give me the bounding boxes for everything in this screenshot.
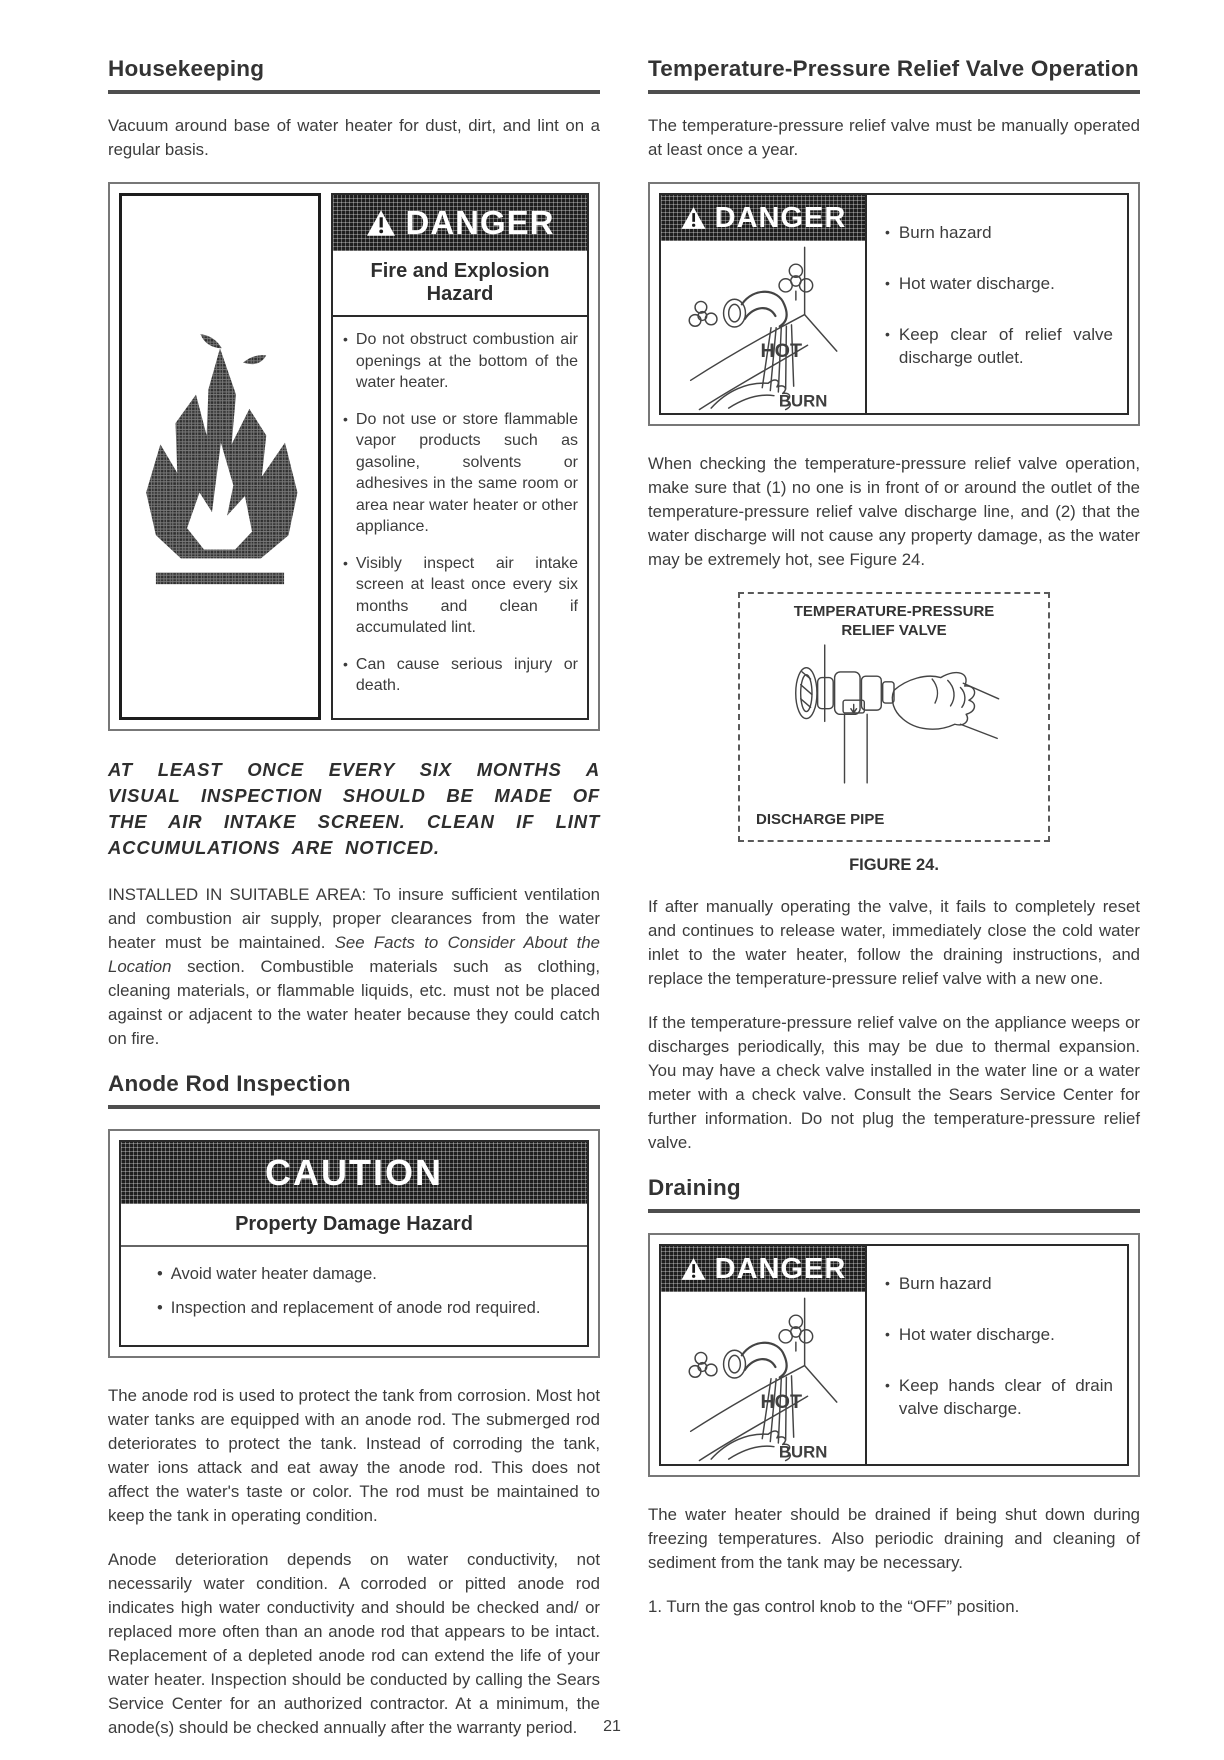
bullet-dot: • bbox=[885, 1326, 890, 1342]
tpr-danger-left bbox=[661, 195, 867, 413]
fire-danger-content bbox=[331, 193, 589, 720]
hot-water-burn-illustration bbox=[661, 1292, 865, 1464]
bullet-text: Hot water discharge. bbox=[898, 274, 1055, 293]
caution-header bbox=[121, 1142, 587, 1204]
figure-label-top-2: RELIEF VALVE bbox=[841, 622, 947, 639]
figure-caption: FIGURE 24. bbox=[849, 856, 939, 874]
draining-paragraph-1: The water heater should be drained if being shut down during freezing temperatures. Also periodic draining and cleaning of sediment from the tank may be necessary. bbox=[648, 1505, 1140, 1572]
bullet-dot: • bbox=[343, 331, 348, 347]
hot-label: HOT bbox=[760, 339, 803, 362]
bullet-text: Avoid water heater damage. bbox=[170, 1264, 377, 1283]
bullet-item bbox=[157, 1263, 577, 1285]
bullet-dot: • bbox=[885, 326, 890, 342]
bullet-dot: • bbox=[885, 1275, 890, 1291]
bullet-text: Burn hazard bbox=[898, 223, 992, 242]
bullet-text: Hot water discharge. bbox=[898, 1325, 1055, 1344]
caution-header-label: CAUTION bbox=[265, 1151, 443, 1193]
hot-label: HOT bbox=[760, 1390, 803, 1413]
tpr-danger-box bbox=[648, 182, 1140, 426]
danger-header-label: DANGER bbox=[405, 204, 555, 241]
bullet-text: Burn hazard bbox=[898, 1274, 992, 1293]
bullet-item bbox=[885, 221, 1113, 244]
warning-triangle-icon bbox=[365, 209, 397, 237]
figure-24 bbox=[738, 592, 1050, 875]
relief-valve-illustration bbox=[746, 638, 1042, 790]
left-column bbox=[108, 56, 600, 1760]
hazard-title: Fire and Explosion Hazard bbox=[333, 251, 587, 317]
bullet-item bbox=[885, 1272, 1113, 1295]
burn-label: BURN bbox=[778, 391, 828, 411]
caution-box bbox=[108, 1129, 600, 1358]
section-title-anode-rod: Anode Rod Inspection bbox=[108, 1071, 600, 1109]
bullet-item bbox=[885, 272, 1113, 295]
bullet-dot: • bbox=[885, 275, 890, 291]
bullet-item bbox=[343, 329, 578, 394]
tpr-intro: The temperature-pressure relief valve must be manually operated at least once a year. bbox=[648, 116, 1140, 159]
bullet-dot: • bbox=[885, 1377, 890, 1393]
bullet-text: Visibly inspect air intake screen at least once every six months and clean if accumulated lint. bbox=[355, 554, 578, 636]
fire-hazard-illustration bbox=[119, 193, 321, 720]
danger-header-label: DANGER bbox=[714, 201, 847, 234]
bullet-dot: • bbox=[157, 1264, 163, 1283]
faucet-burn-icon bbox=[663, 1294, 863, 1462]
figure-24-box bbox=[738, 592, 1050, 842]
bullet-text: Keep clear of relief valve discharge outlet. bbox=[898, 325, 1113, 367]
section-title-draining: Draining bbox=[648, 1175, 1140, 1213]
draining-danger-bullets bbox=[867, 1246, 1127, 1464]
caution-bullets bbox=[121, 1247, 587, 1345]
bullet-item bbox=[343, 654, 578, 697]
hot-water-burn-illustration bbox=[661, 241, 865, 413]
fire-danger-box bbox=[108, 182, 600, 731]
bullet-dot: • bbox=[343, 410, 348, 427]
bullet-item bbox=[157, 1297, 577, 1319]
tpr-paragraph-2: If after manually operating the valve, it fails to completely reset and continues to release water, immediately close the cold water inlet to the water heater, follow the draining instructions, and replace the temperature-pressure relief valve with a new one. bbox=[648, 897, 1140, 988]
page-number: 21 bbox=[603, 1717, 621, 1735]
bullet-text: Do not obstruct combustion air openings at the bottom of the water heater. bbox=[355, 331, 578, 391]
caution-hazard-title: Property Damage Hazard bbox=[121, 1204, 587, 1247]
bullet-text: Keep hands clear of drain valve discharge. bbox=[898, 1376, 1113, 1418]
draining-danger-box bbox=[648, 1233, 1140, 1477]
section-title-housekeeping: Housekeeping bbox=[108, 56, 600, 94]
fire-danger-box-inner bbox=[119, 193, 589, 720]
bullet-dot: • bbox=[343, 655, 348, 672]
warning-triangle-icon bbox=[680, 206, 707, 230]
bullet-text: Can cause serious injury or death. bbox=[355, 655, 578, 694]
bullet-dot: • bbox=[157, 1298, 163, 1317]
bullet-dot: • bbox=[343, 554, 348, 571]
air-intake-warning: AT LEAST ONCE EVERY SIX MONTHS A VISUAL INSPECTION SHOULD BE MADE OF THE AIR INTAKE SCREEN. CLEAN IF LINT ACCUMULATIONS ARE NOTICED. bbox=[108, 758, 600, 858]
bullet-item bbox=[343, 553, 578, 639]
danger-header bbox=[661, 195, 865, 241]
caution-box-inner bbox=[119, 1140, 589, 1347]
draining-danger-box-inner bbox=[659, 1244, 1129, 1466]
tpr-paragraph-1: When checking the temperature-pressure relief valve operation, make sure that (1) no one is in front of or around the outlet of the temperature-pressure relief valve discharge line, and (2) that the water discharge will not cause any property damage, as the water may be extremely hot, see Figure 24. bbox=[648, 454, 1140, 569]
bullet-text: Inspection and replacement of anode rod required. bbox=[170, 1298, 541, 1317]
bullet-text: Do not use or store flammable vapor products such as gasoline, solvents or adhesives in the same room or area near water heater or other appliance. bbox=[355, 410, 578, 535]
installed-area-paragraph bbox=[108, 883, 600, 1051]
danger-header-label: DANGER bbox=[714, 1252, 847, 1285]
figure-label-top-1: TEMPERATURE-PRESSURE bbox=[793, 603, 995, 620]
installed-suffix: section. Combustible materials such as clothing, cleaning materials, or flammable liquids, etc. must not be placed against or adjacent to the water heater because they could catch on fire. bbox=[108, 956, 600, 1048]
bullet-dot: • bbox=[885, 224, 890, 240]
bullet-item bbox=[343, 409, 578, 538]
tpr-danger-box-inner bbox=[659, 193, 1129, 415]
danger-header bbox=[333, 195, 587, 251]
anode-paragraph-1: The anode rod is used to protect the tank from corrosion. Most hot water tanks are equipped with an anode rod. The submerged rod deteriorates to protect the tank. Instead of corroding the tank, water ions attack and eat away the anode rod. This does not affect the water's taste or color. The rod must be maintained to keep the tank in operating condition. bbox=[108, 1385, 600, 1525]
section-title-tpr-valve: Temperature-Pressure Relief Valve Operation bbox=[648, 56, 1140, 94]
burn-label: BURN bbox=[778, 1442, 828, 1462]
bullet-item bbox=[885, 323, 1113, 369]
warning-triangle-icon bbox=[680, 1257, 707, 1281]
fire-icon bbox=[131, 282, 309, 630]
installed-prefix: INSTALLED IN SUITABLE AREA: To insure sufficient ventilation and combustion air supply, proper clearances from the water heater must be maintained. bbox=[108, 884, 600, 952]
installed-italic-reference: See Facts to Consider About the Location bbox=[108, 932, 600, 976]
right-column bbox=[648, 56, 1140, 1760]
draining-danger-left bbox=[661, 1246, 867, 1464]
housekeeping-intro: Vacuum around base of water heater for dust, dirt, and lint on a regular basis. bbox=[108, 116, 600, 159]
fire-danger-bullets bbox=[333, 317, 587, 718]
bullet-item bbox=[885, 1323, 1113, 1346]
draining-step-1: 1. Turn the gas control knob to the “OFF” position. bbox=[648, 1597, 1020, 1616]
faucet-burn-icon bbox=[663, 243, 863, 411]
bullet-item bbox=[885, 1374, 1113, 1420]
tpr-paragraph-3: If the temperature-pressure relief valve on the appliance weeps or discharges periodically, this may be due to thermal expansion. You may have a check valve installed in the water line or a water meter with a check valve. Consult the Sears Service Center for further information. Do not plug the temperature-pressure relief valve. bbox=[648, 1013, 1140, 1152]
danger-header bbox=[661, 1246, 865, 1292]
tpr-danger-bullets bbox=[867, 195, 1127, 413]
anode-paragraph-2: Anode deterioration depends on water conductivity, not necessarily water condition. A corroded or pitted anode rod indicates high water conductivity and should be checked and/ or replaced more often than an anode rod that appears to be intact. Replacement of a depleted anode rod can extend the life of your water heater. Inspection should be conducted by calling the Sears Service Center for an authorized contractor. At a minimum, the anode(s) should be checked annually after the warranty period. bbox=[108, 1549, 600, 1737]
figure-label-bottom: DISCHARGE PIPE bbox=[756, 811, 885, 828]
